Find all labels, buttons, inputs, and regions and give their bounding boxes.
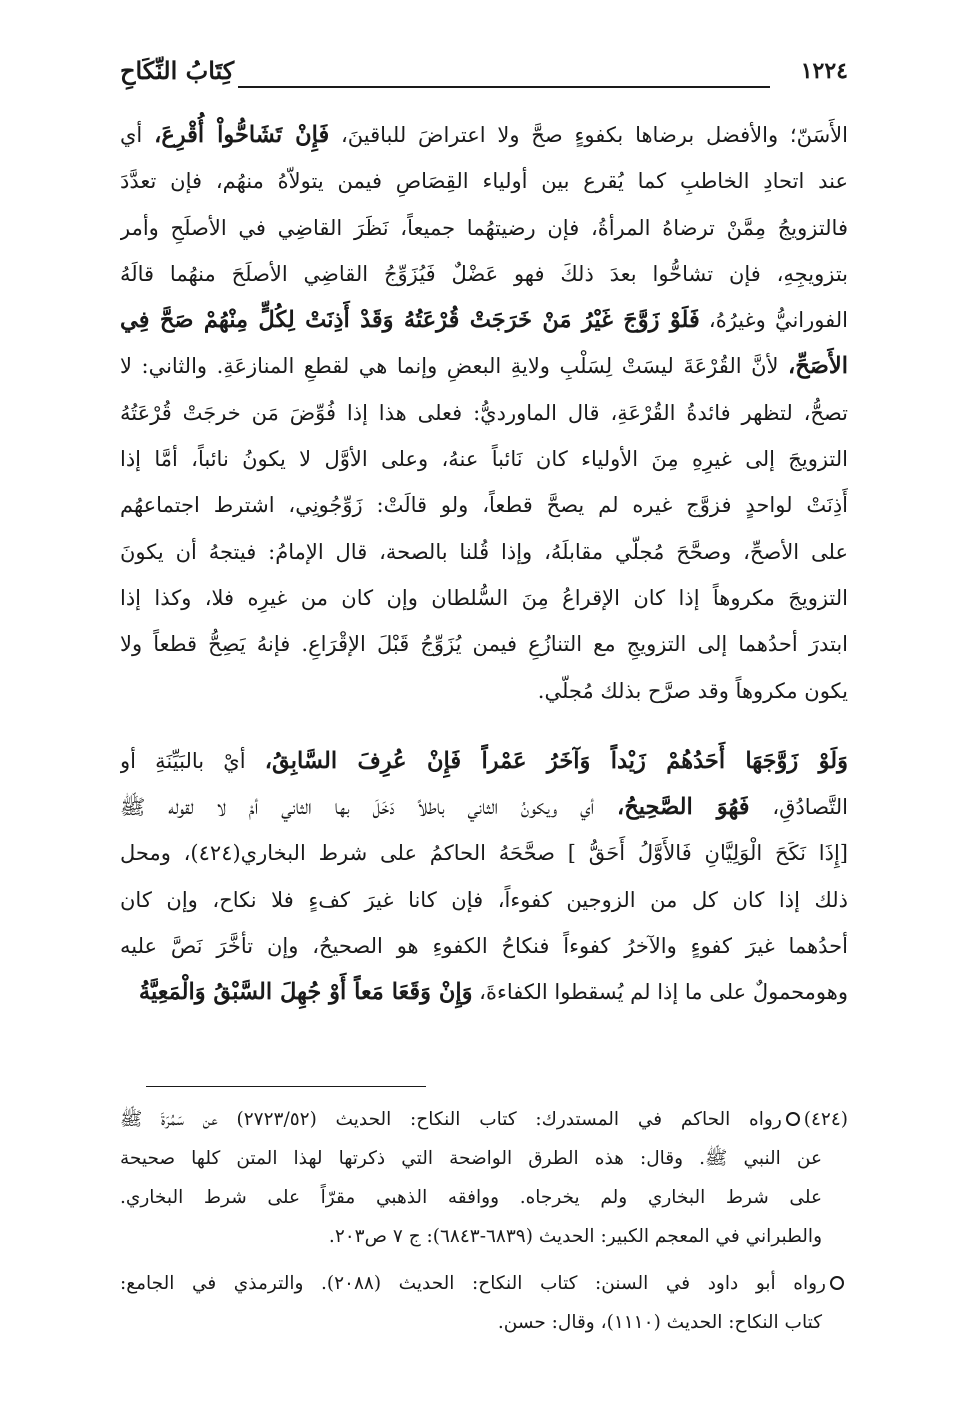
footnote-bullet-icon [830, 1276, 844, 1290]
footnote-2 [120, 1264, 848, 1342]
sharh-text: أحدُهما غيرَ كفوءٍ والآخرُ كفوءاً فنكاحُ الكفوءِ هو الصحيحُ، وإن تأخَّرَ نَصَّ عليه [120, 934, 848, 959]
sharh-text: تصحُّ، لتظهر فائدةُ القُرْعَةِ، قال الماورديُّ: فعلى هذا إذا فُوِّضَ مَن خرجَتْ قُرْعَتُهُ [120, 400, 848, 425]
text-line [120, 738, 848, 784]
text-line [120, 830, 848, 876]
sharh-text: أيْ بالبَيِّنَةِ أو [120, 748, 265, 773]
footnote-line [120, 1100, 848, 1139]
sharh-text: ابتدرَ أحدُهما إلى التزويجِ مع التنازُعِ فيمن يُزَوِّجُ قَبْلَ الإقْرَاعِ. فإنهُ يَصِحُّ قطعاً ولا [120, 632, 848, 657]
matn-text: وَلَوْ زَوَّجَهَا أَحَدُهُمْ زَيْداً وَآخَرُ عَمْراً فَإِنْ عُرِفَ السَّابِقُ، [264, 747, 848, 774]
footnote-gap [120, 1256, 848, 1264]
matn-text: الأَصَحِّ، [788, 353, 848, 380]
text-line [120, 784, 848, 830]
footnote-text: كتاب النكاح: الحديث (١١١٠)، وقال: حسن. [497, 1312, 822, 1333]
sharh-text: التَّصادُقِ، [749, 795, 848, 820]
sharh-text: ذلك إذا كان كل من الزوجين كفوءاً، فإن كانا غيرَ كفءٍ فلا نكاح، وإن كان [120, 887, 848, 912]
footnote-rule [146, 1086, 426, 1087]
text-line [120, 668, 848, 714]
footnote-line [120, 1264, 848, 1303]
sharh-text: وهومحمولٌ على ما إذا لم يُسقطوا الكفاءةَ، [472, 980, 848, 1005]
sharh-text: الأَسَنّ؛ والأفضل برضاها بكفوءٍ صحَّ ولا اعتراضَ للباقينَ، [329, 123, 848, 147]
text-line [120, 297, 848, 343]
text-line [120, 343, 848, 389]
book-title: كِتَابُ النِّكَاحِ [120, 56, 235, 85]
footnote-bullet-icon [786, 1112, 800, 1126]
footnote-line [120, 1217, 848, 1256]
footnote-text: رواه أبو داود في السنن: كتاب النكاح: الحديث (٢٠٨٨). والترمذي في الجامع: [120, 1273, 826, 1294]
paragraph-2 [120, 738, 848, 1016]
sharh-text: أي [120, 123, 155, 147]
text-line [120, 251, 848, 297]
text-line [120, 923, 848, 969]
sharh-text: أَذِنَتْ لواحدٍ فزوَّج غيره لم يصحَّ قطعاً، ولو قالَتْ: زَوِّجُونِي، اشترط اجتماعهُم [120, 493, 848, 518]
footnote-line [120, 1178, 848, 1217]
paragraph-1 [120, 112, 848, 714]
sharh-text: لأنَّ القُرْعَةَ ليسَتْ لِسَلْبِ ولايةِ البعضِ وإنما هي لقطعِ المنازعَةِ. والثاني: لا [120, 354, 789, 379]
sharh-text: أي ويكونُ الثاني باطلاً دَخَلَ بها الثاني أمْ لا لقوله ﷺ [120, 795, 617, 820]
footnotes [120, 1100, 848, 1342]
text-line [120, 529, 848, 575]
footnote-line [120, 1303, 848, 1342]
matn-text: فَهُوَ الصَّحِيحُ، [616, 794, 750, 821]
sharh-text: التزويجَ مكروهاً إذا كان الإقراعُ مِنَ السُّلطان وإن كان من غيرِه فلا، وكذا إذا [120, 585, 848, 610]
text-line [120, 158, 848, 204]
footnote-424 [120, 1100, 848, 1256]
text-line [120, 205, 848, 251]
footnote-text: رواه الحاكم في المستدرك: كتاب النكاح: الحديث (٢٧٢٣/٥٢) عن سَمُرَةَ ﷺ [120, 1109, 782, 1130]
matn-text: وَإِنْ وَقَعَا مَعاً أَوْ جُهِلَ السَّبْقُ وَالْمَعِيَّةُ [138, 979, 473, 1006]
text-line [120, 575, 848, 621]
text-line [120, 621, 848, 667]
sharh-text: التزويجَ إلى غيرِهِ مِنَ الأولياء كان نَائباً عنهُ، وعلى الأوَّل لا يكونُ نائباً، أمَّا إذا [120, 447, 848, 472]
text-line [120, 877, 848, 923]
footnote-text: عن النبي ﷺ. وقال: هذه الطرق الواضحة التي ذكرتها لهذا المتن كلها صحيحة [120, 1148, 822, 1169]
text-line [120, 390, 848, 436]
header-rule [238, 86, 770, 88]
text-line [120, 969, 848, 1015]
footnote-text: والطبراني في المعجم الكبير: الحديث (٦٨٣٩-٦٨٤٣): ج ٧ ص٢٠٣. [328, 1226, 822, 1247]
text-line [120, 482, 848, 528]
text-line [120, 112, 848, 158]
footnote-line [120, 1139, 848, 1178]
page-header [120, 56, 848, 96]
sharh-text: الفورانيُّ وغيرُهُ، [699, 308, 848, 333]
page-number: ١٢٢٤ [800, 58, 848, 84]
sharh-text: على الأصحِّ، وصحَّحَ مُجلّي مقابلَهُ، وإذا قُلنا بالصحة، قال الإمامُ: فيتجهُ أن يكونَ [120, 539, 848, 564]
sharh-text: بتزويجِهِ، فإن تشاحُّوا بعدَ ذلكَ فهو عَضْلٌ فَيُزَوِّجُ القاضِي الأصلَحَ منهُما قالَهُ [120, 261, 848, 286]
text-line [120, 436, 848, 482]
footnote-number: (٤٢٤) [803, 1109, 848, 1130]
main-text [120, 112, 848, 1016]
footnote-text: على شرط البخاري ولم يخرجاه. ووافقه الذهبي مقرّاً على شرط البخاري. [120, 1187, 822, 1208]
sharh-text: فالتزويجُ مِمَّنْ ترضاهُ المرأةُ، فإن رضيتهُما جميعاً، نَظَرَ القاضِي في الأصلَحِ وأمر [120, 215, 848, 240]
matn-text: فَإِنْ تَشَاحُّواْ أُقْرِعَ، [154, 122, 330, 148]
sharh-text: عند اتحادِ الخاطبِ كما يُقرع بين أولياء القِصَاصِ فيمن يتولاّهُ منهُم، فإن تعدَّدَ [120, 169, 848, 194]
matn-text: فَلَوْ زَوَّجَ غَيْرُ مَنْ خَرَجَتْ قُرْعَتُهُ وَقَدْ أَذِنَتْ لِكُلٍّ مِنْهُمْ صَحَّ فِي [120, 307, 700, 334]
sharh-text: يكون مكروهاً وقد صرَّح بذلك مُجلّي. [537, 678, 848, 703]
sharh-text: [إِذَا نَكَحَ الْوَلِيَّانِ فَالأَوَّلُ أَحَقُّ ] صحَّحَهُ الحاكمُ على شرط البخاري(٤٢٤)، ومحل [120, 841, 848, 866]
paragraph-gap [120, 714, 848, 738]
